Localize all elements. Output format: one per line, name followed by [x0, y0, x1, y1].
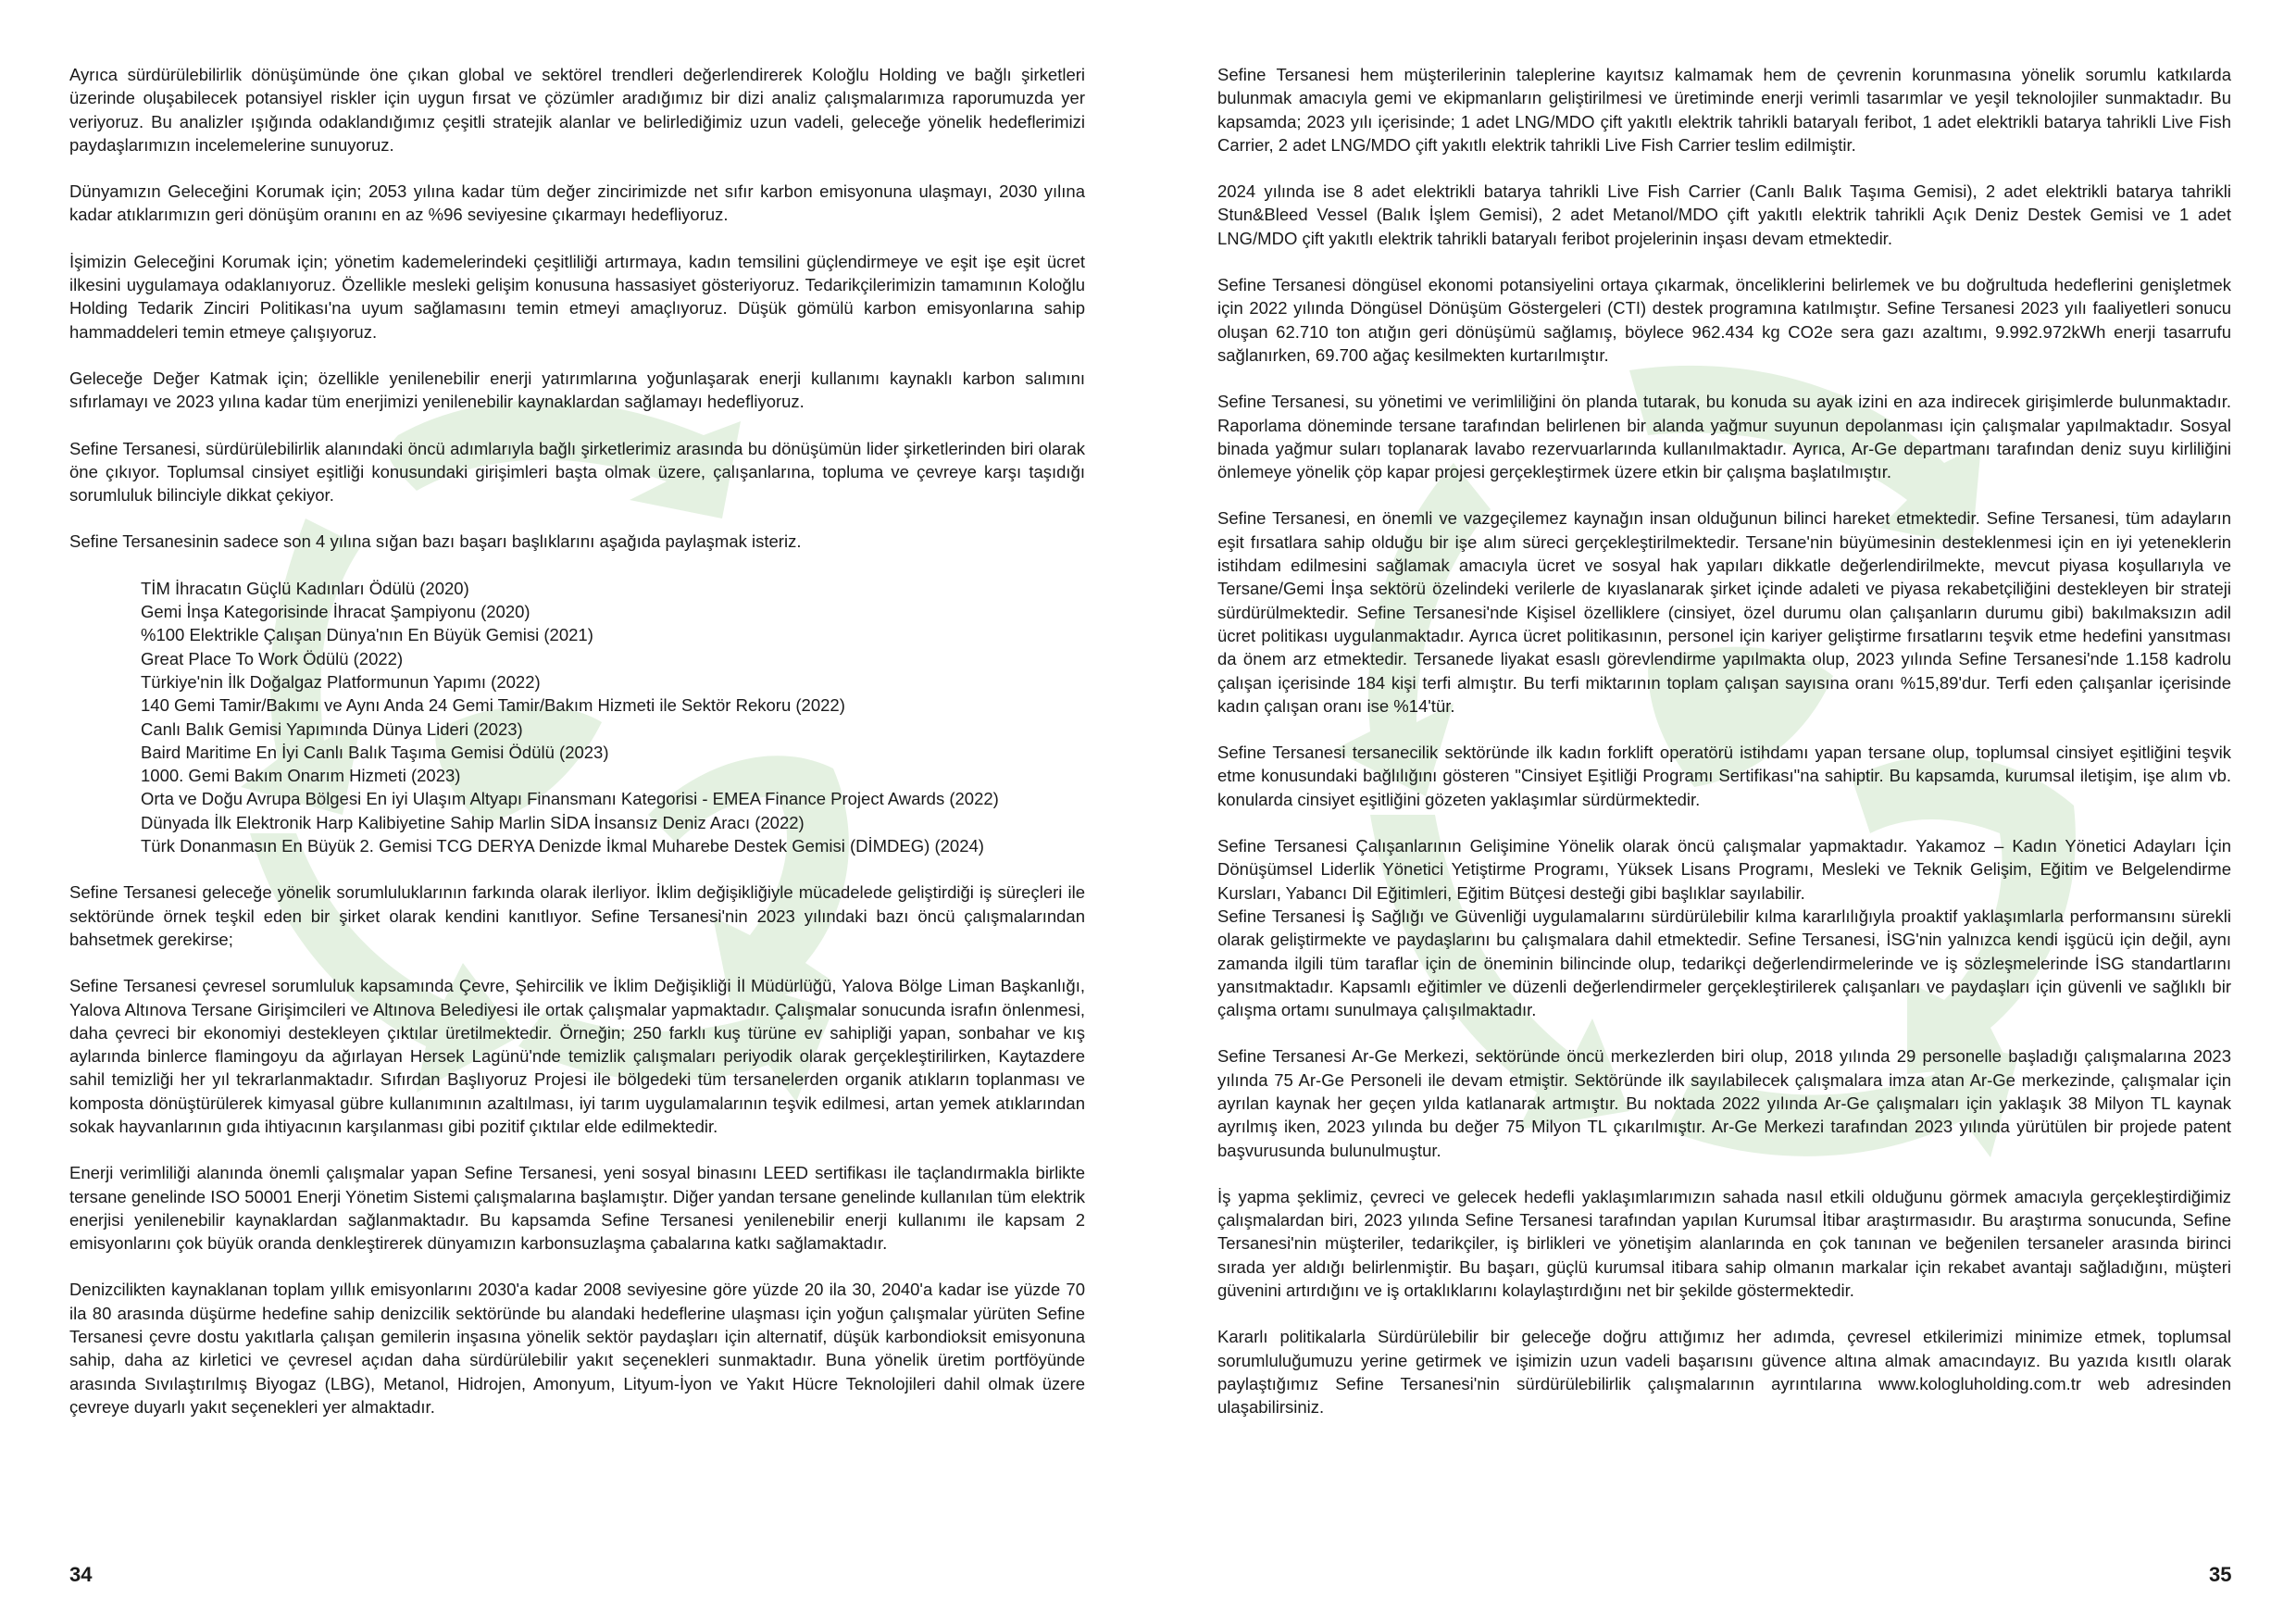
- paragraph: Sefine Tersanesi döngüsel ekonomi potansiyelini ortaya çıkarmak, önceliklerini belirlemek ve bu doğrultuda hedeflerini genişletmek için 2022 yılında Döngüsel Dönüşüm Göstergeleri (CTI) destek programına katılmıştır. Sefine Tersanesi 2023 yılı faaliyetleri sonucu oluşan 62.710 ton atığın geri dönüşümü sağlamış, böylece 962.434 kg CO2e sera gazı azaltımı, 9.992.972kWh enerji tasarrufu sağlanırken, 69.700 ağaç kesilmekten kurtarılmıştır.: [1217, 275, 2231, 365]
- award-item: [69, 834, 1085, 857]
- paragraph: Sefine Tersanesinin sadece son 4 yılına sığan bazı başarı başlıklarını aşağıda paylaşmak isteriz.: [69, 531, 802, 552]
- left-text-column: [69, 63, 1085, 1442]
- award-item: 140 Gemi Tamir/Bakımı ve Aynı Anda 24 Gemi Tamir/Bakım Hizmeti ile Sektör Rekoru (2022): [141, 695, 845, 716]
- paragraph: Sefine Tersanesi, su yönetimi ve verimliliğini ön planda tutarak, bu konuda su ayak izini en aza indirecek girişimlerde bulunmaktadır. Raporlama döneminde tersane tarafından belirlenen bir alanda yağmur suyunun depolanması için çalışmalar yapılmaktadır. Sosyal binada yağmur suları toplanarak lavabo rezervuarlarında kullanılmaktadır. Ayrıca, Ar-Ge departmanı tarafından deniz suyu kirliliğini önlemeye yönelik çöp kapar projesi gerçekleştirmek üzere etkin bir çalışma başlatılmıştır.: [1217, 392, 2231, 482]
- paragraph: İş yapma şeklimiz, çevreci ve gelecek hedefli yaklaşımlarımızın sahada nasıl etkili olduğunu görmek amacıyla gerçekleştirdiğimiz çalışmalardan biri, 2023 yılında Sefine Tersanesi tarafından yapılan Kurumsal İtibar araştırmasıdır. Bu araştırma sonucunda, Sefine Tersanesi'nin müşteriler, tedarikçiler, iş birlikleri ve yönetişim alanlarında en çok tanınan ve beğenilen tersaneler arasında birinci sırada yer aldığı belirlenmiştir. Bu başarı, güçlü kurumsal itibara sahip olmanın markalar için rekabet avantajı sağladığını, müşteri güvenini artırdığını ve iş ortaklıklarını kolaylaştırdığını net bir şekilde göstermektedir.: [1217, 1186, 2231, 1301]
- paragraph: Sefine Tersanesi Ar-Ge Merkezi, sektöründe öncü merkezlerden biri olup, 2018 yılında 29 personelle başladığı çalışmalarına 2023 yılında 75 Ar-Ge Personeli ile devam etmiştir. Sektöründe ilk sayılabilecek çalışmalara imza atan Ar-Ge merkezinde, çalışmalar için ayrılan kaynak her geçen yılda katlanarak artmıştır. Bu noktada 2022 yılında Ar-Ge çalışmaları için yaklaşık 38 Milyon TL kaynak ayrılmış iken, 2023 yılında bu değer 75 Milyon TL çıkarılmıştır. Ar-Ge Merkezi tarafından 2023 yılında yürütülen bir projede patent başvurusunda bulunulmuştur.: [1217, 1046, 2231, 1160]
- awards-list: [69, 577, 1085, 858]
- paragraph: Enerji verimliliği alanında önemli çalışmalar yapan Sefine Tersanesi, yeni sosyal binasını LEED sertifikası ile taçlandırmakla birlikte tersane genelinde ISO 50001 Enerji Yönetim Sistemi çalışmalarına başlamıştır. Diğer yandan tersane genelinde kullanılan tüm elektrik enerjisi yenilenebilir kaynaklardan sağlanmaktadır. Bu kapsamda Sefine Tersanesi yenilenebilir enerji kullanımı ile kapsam 2 emisyonlarını çok büyük oranda denkleştirerek dünyamızın karbonsuzlaşma çabalarına katkı sağlamaktadır.: [69, 1163, 1085, 1254]
- award-item: Türkiye'nin İlk Doğalgaz Platformunun Yapımı (2022): [141, 671, 541, 692]
- paragraph: Ayrıca sürdürülebilirlik dönüşümünde öne çıkan global ve sektörel trendleri değerlendirerek Koloğlu Holding ve bağlı şirketleri üzerinde oluşabilecek potansiyel riskler için uygun fırsat ve çözümler aradığımız bir dizi analiz çalışmalarımıza raporumuzda yer veriyoruz. Bu analizler ışığında odaklandığımız çeşitli stratejik alanlar ve belirlediğimiz uzun vadeli, geleceğe yönelik hedeflerimizi paydaşlarımızın incelemelerine sunuyoruz.: [69, 65, 1085, 155]
- award-item: TİM İhracatın Güçlü Kadınları Ödülü (2020): [141, 578, 469, 598]
- paragraph: Kararlı politikalarla Sürdürülebilir bir geleceğe doğru attığımız her adımda, çevresel etkilerimizi minimize etmek, toplumsal sorumluluğumuzu yerine getirmek ve işimizin uzun vadeli başarısını güvence altına almak amacındayız. Bu yazıda kısıtlı olarak paylaştığımız Sefine Tersanesi'nin sürdürülebilirlik çalışmalarının ayrıntılarına www.kologluholding.com.tr web adresinden ulaşabilirsiniz.: [1217, 1327, 2231, 1418]
- paragraph: Sefine Tersanesi Çalışanlarının Gelişimine Yönelik olarak öncü çalışmalar yapmaktadır. Yakamoz – Kadın Yönetici Adayları İçin Dönüşümsel Liderlik Yönetici Yetiştirme Programı, Yüksek Lisans Programı, Mesleki ve Teknik Gelişim, Eğitim ve Belgelendirme Kursları, Yabancı Dil Eğitimleri, Eğitim Bütçesi desteği gibi başlıklar sayılabilir.: [1217, 836, 2231, 903]
- award-item: Gemi İnşa Kategorisinde İhracat Şampiyonu (2020): [141, 602, 530, 622]
- paragraph: Sefine Tersanesi çevresel sorumluluk kapsamında Çevre, Şehircilik ve İklim Değişikliği İl Müdürlüğü, Yalova Bölge Liman Başkanlığı, Yalova Altınova Tersane Girişimcileri ve Altınova Belediyesi ile ortak çalışmalar yapmaktadır. Çalışmalar sonucunda israfın önlenmesi, daha çevreci bir ekonomiyi destekleyen çıktılar üretilmektedir. Örneğin; 250 farklı kuş türüne ev sahipliği yapan, sonbahar ve kış aylarında binlerce flamingoyu da ağırlayan Hersek Lagünü'nde temizlik çalışmaları periyodik olarak gerçekleştirilirken, Kaytazdere sahil temizliği her yıl tekrarlanmaktadır. Sıfırdan Başlıyoruz Projesi ile bölgedeki tüm tersanelerden organik atıkların toplanması ve komposta dönüştürülerek kimyasal gübre kullanımının azaltılması, iyi tarım uygulamalarının teşvik edilmesi, artan yemek atıklarından sokak hayvanlarının gıda ihtiyacının karşılanması gibi pozitif çıktılar elde edilmektedir.: [69, 976, 1085, 1136]
- award-item-text: Türk Donanmasın En Büyük 2. Gemisi TCG DERYA Denizde İkmal Muharebe Destek Gemisi (DİMDEG) (2024): [141, 836, 984, 856]
- paragraph: 2024 yılında ise 8 adet elektrikli batarya tahrikli Live Fish Carrier (Canlı Balık Taşıma Gemisi), 2 adet elektrikli batarya tahrikli Stun&Bleed Vessel (Balık İşlem Gemisi), 2 adet Metanol/MDO çift yakıtlı elektrik tahrikli Açık Deniz Destek Gemisi ve 1 adet LNG/MDO çift yakıtlı elektrik tahrikli bataryalı feribot projelerinin inşası devam etmektedir.: [1217, 181, 2231, 248]
- paragraph: Sefine Tersanesi, en önemli ve vazgeçilemez kaynağın insan olduğunun bilinci hareket etmektedir. Sefine Tersanesi, tüm adayların eşit fırsatlara sahip olduğu bir işe alım süreci gerçekleştirilmektedir. Tersane'nin büyümesinin desteklenmesi için en iyi yeteneklerin istihdam edilmesini sağlamak amacıyla ücret ve sosyal hak yapıları dikkatle değerlendirilmekte, mevcut piyasa koşullarıyla ve Tersane/Gemi İnşa sektörü özelindeki verilerle de kıyaslanarak şirket içinde adaleti ve piyasa rekabetçiliğini destekleyen bir strateji sürdürülmektedir. Sefine Tersanesi'nde Kişisel özelliklere (cinsiyet, özel durumu olan çalışanların durumu gibi) bakılmaksızın adil ücret politikası uygulanmaktadır. Ayrıca ücret politikasının, personel için kariyer geliştirme fırsatlarını teşvik etme hedefini yansıtması da önem arz etmektedir. Tersanede liyakat esaslı görevlendirme yapılmakta olup, 2023 yılında Sefine Tersanesi'nde 1.158 kadrolu çalışan içerisinde 184 kişi terfi almıştır. Bu terfi miktarının toplam çalışan sayısına oranı %15,89'dur. Terfi eden çalışanlar içerisinde kadın çalışan oranı ise %14'tür.: [1217, 508, 2231, 716]
- paragraph: Sefine Tersanesi, sürdürülebilirlik alanındaki öncü adımlarıyla bağlı şirketlerimiz arasında bu dönüşümün lider şirketlerinden biri olarak öne çıkıyor. Toplumsal cinsiyet eşitliği konusundaki girişimleri başta olmak üzere, çalışanlarına, topluma ve çevreye karşı taşıdığı sorumluluk bilinciyle dikkat çekiyor.: [69, 438, 1085, 506]
- award-item: Dünyada İlk Elektronik Harp Kalibiyetine Sahip Marlin SİDA İnsansız Deniz Aracı (2022): [141, 812, 805, 832]
- award-item: Great Place To Work Ödülü (2022): [141, 648, 404, 668]
- page-number: 35: [2209, 1563, 2232, 1586]
- paragraph: Dünyamızın Geleceğini Korumak için; 2053 yılına kadar tüm değer zincirimizde net sıfır karbon emisyonuna ulaşmayı, 2030 yılına kadar atıklarımızın geri dönüşüm oranını en az %96 seviyesine çıkarmayı hedefliyoruz.: [69, 181, 1085, 225]
- paragraph: Sefine Tersanesi hem müşterilerinin taleplerine kayıtsız kalmamak hem de çevrenin korunmasına yönelik sorumlu katkılarda bulunmak amacıyla gemi ve ekipmanların geliştirilmesi ve üretiminde enerji verimli tasarımlar ve yeşil teknolojiler sunmaktadır. Bu kapsamda; 2023 yılı içerisinde; 1 adet LNG/MDO çift yakıtlı elektrik tahrikli bataryalı feribot, 1 adet elektrikli batarya tahrikli Live Fish Carrier, 2 adet LNG/MDO çift yakıtlı elektrik tahrikli Live Fish Carrier teslim edilmiştir.: [1217, 65, 2231, 155]
- award-item: %100 Elektrikle Çalışan Dünya'nın En Büyük Gemisi (2021): [141, 625, 593, 645]
- award-item: Baird Maritime En İyi Canlı Balık Taşıma Gemisi Ödülü (2023): [141, 742, 609, 762]
- paragraph: Sefine Tersanesi geleceğe yönelik sorumluluklarının farkında olarak ilerliyor. İklim değişikliğiyle mücadelede geliştirdiği iş süreçleri ile sektöründe örnek teşkil eden bir şirket olarak kendini kanıtlıyor. Sefine Tersanesi'nin 2023 yılındaki bazı öncü çalışmalarından bahsetmek gerekirse;: [69, 882, 1085, 949]
- page-number: 34: [69, 1563, 93, 1586]
- award-item: 1000. Gemi Bakım Onarım Hizmeti (2023): [141, 766, 461, 786]
- award-item: Canlı Balık Gemisi Yapımında Dünya Lideri (2023): [141, 718, 523, 739]
- award-item-text: Orta ve Doğu Avrupa Bölgesi En iyi Ulaşım Altyapı Finansmanı Kategorisi - EMEA Finance Project Awards (2022): [141, 789, 999, 809]
- right-page: [1148, 0, 2296, 1624]
- paragraph: Denizcilikten kaynaklanan toplam yıllık emisyonlarını 2030'a kadar 2008 seviyesine göre yüzde 20 ila 30, 2040'a kadar ise yüzde 70 ila 80 arasında düşürme hedefine sahip denizcilik sektöründe bu alandaki hedeflerine ulaşması için yoğun çalışmalar yürüten Sefine Tersanesi çevre dostu yakıtlarla çalışan gemilerin inşasına yönelik sektör paydaşları için alternatif, düşük karbondioksit emisyonuna sahip, daha az kirletici ve çevresel açıdan daha sürdürülebilir yakıt seçenekleri sunmaktadır. Buna yönelik üretim portföyünde arasında Sıvılaştırılmış Biyogaz (LBG), Metanol, Hidrojen, Amonyum, Lityum-İyon ve Yakıt Hücre Teknolojileri dahil olmak üzere çevreye duyarlı yakıt seçenekleri yer almaktadır.: [69, 1280, 1085, 1417]
- award-item: [69, 787, 1085, 810]
- paragraph: Sefine Tersanesi tersanecilik sektöründe ilk kadın forklift operatörü istihdamı yapan tersane olup, toplumsal cinsiyet eşitliğini teşvik etme konusundaki bağlılığını gösteren "Cinsiyet Eşitliği Programı Sertifikası"na sahiptir. Bu kapsamda, kurumsal iletişim, işe alım vb. konularda cinsiyet eşitliğini gözeten yaklaşımlar sürdürmektedir.: [1217, 743, 2231, 809]
- paragraph: Sefine Tersanesi İş Sağlığı ve Güvenliği uygulamalarını sürdürülebilir kılma kararlılığıyla proaktif yaklaşımlarla performansını sürekli olarak geliştirmekte ve paydaşlarını bu çalışmalara dahil etmektedir. Sefine Tersanesi, İSG'nin yalnızca kendi işgücü için değil, aynı zamanda ilgili tüm taraflar için de öneminin bilincinde olup, tedarikçi değerlendirmelerinde ve iş sözleşmelerinde İSG standartlarını yansıtmaktadır. Kapsamlı eğitimler ve düzenli değerlendirmeler gerçekleştirilerek çalışanları ve paydaşları için güvenli ve sağlıklı bir çalışma ortamı sunulmaya çalışılmaktadır.: [1217, 906, 2231, 1020]
- paragraph: Geleceğe Değer Katmak için; özellikle yenilenebilir enerji yatırımlarına yoğunlaşarak enerji kullanımı kaynaklı karbon salımını sıfırlamayı ve 2023 yılına kadar tüm enerjimizi yenilenebilir kaynaklardan sağlamayı hedefliyoruz.: [69, 368, 1085, 412]
- paragraph: İşimizin Geleceğini Korumak için; yönetim kademelerindeki çeşitliliği artırmaya, kadın temsilini güçlendirmeye ve eşit işe eşit ücret ilkesini uygulamaya odaklanıyoruz. Özellikle mesleki gelişim konusuna hassasiyet gösteriyoruz. Tedarikçilerimizin tamamının Koloğlu Holding Tedarik Zinciri Politikası'na uyum sağlamasını temin etmeyi amaçlıyoruz. Düşük gömülü karbon emisyonlarına sahip hammaddeleri temin etmeye çalışıyoruz.: [69, 251, 1085, 342]
- right-text-column: [1217, 63, 2231, 1443]
